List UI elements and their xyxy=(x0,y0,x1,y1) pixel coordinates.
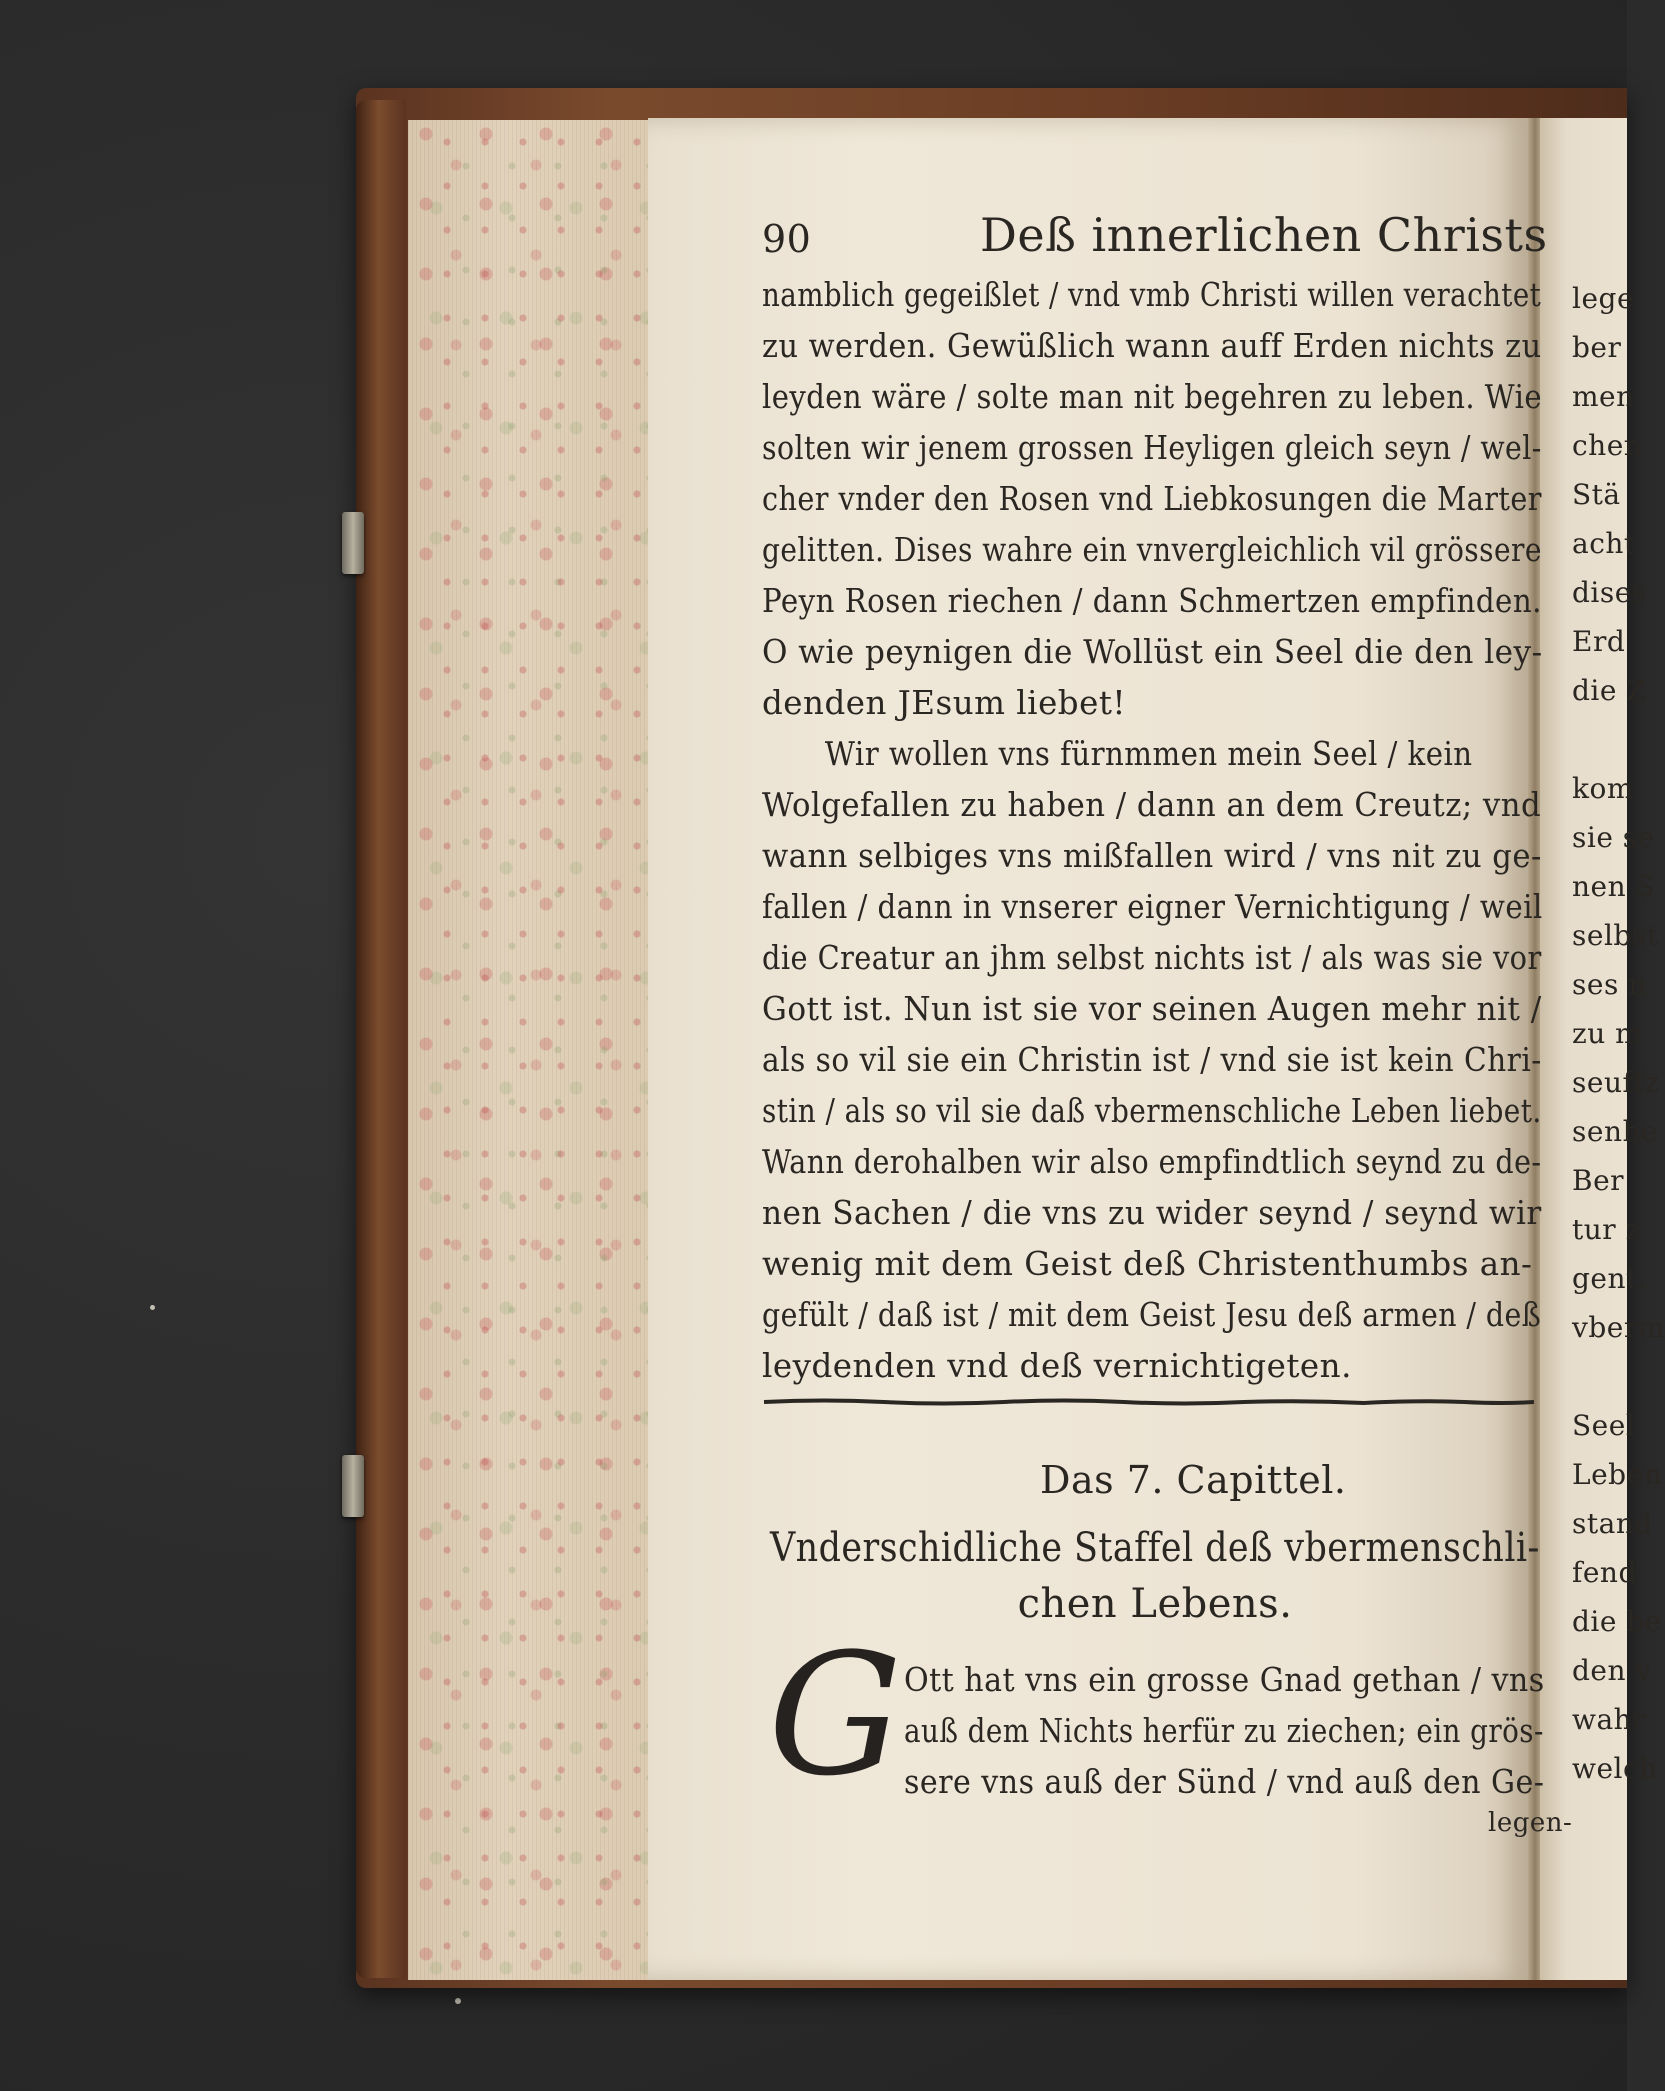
body_lines-line: Wolgefallen zu haben / dann an dem Creutz; vnd xyxy=(762,786,1542,824)
chapter-opening-text xyxy=(904,1654,1544,1807)
body_lines-line: wann selbiges vns mißfallen wird / vns nit zu ge- xyxy=(762,837,1542,875)
book-spine-edge xyxy=(356,100,406,1978)
facing_page_lines-line xyxy=(1572,715,1665,764)
facing_page_lines-line: sie se xyxy=(1572,821,1655,854)
body_lines-line: namblich gegeißlet / vnd vmb Christi willen verachtet xyxy=(762,276,1542,314)
facing_page_lines-line: ber xyxy=(1572,331,1622,364)
body_lines-line: solten wir jenem grossen Heyligen gleich seyn / wel- xyxy=(762,429,1542,467)
body_lines-line: die Creatur an jhm selbst nichts ist / als was sie vor xyxy=(762,939,1542,977)
facing_page_lines-line: Seel xyxy=(1572,1409,1636,1442)
facing_page_lines-line: den v xyxy=(1572,1654,1652,1687)
body_lines-line: O wie peynigen die Wollüst ein Seel die den ley- xyxy=(762,633,1543,671)
facing_page_lines-line: tur z xyxy=(1572,1213,1641,1246)
facing_page_lines-line: Erd xyxy=(1572,625,1626,658)
facing_page_lines-line: senhe xyxy=(1572,1115,1659,1148)
chapter-title-line: Vnderschidliche Staffel deß vbermenschli- xyxy=(770,1525,1540,1571)
body_lines-line: Wir wollen vns fürnmmen mein Seel / kein xyxy=(824,735,1473,773)
facing_page_lines-line: wahr xyxy=(1572,1703,1647,1736)
facing_page_lines-line: dises xyxy=(1572,576,1647,609)
clasp-lower xyxy=(342,1455,364,1517)
body_lines-line: gelitten. Dises wahre ein vnvergleichlich vil grössere xyxy=(762,531,1542,569)
body_lines-line: gefült / daß ist / mit dem Geist Jesu deß armen / deß xyxy=(762,1296,1542,1334)
dust-speck xyxy=(455,1998,461,2004)
facing_page_lines-line: selbst xyxy=(1572,919,1659,952)
facing_page_lines-line: fend xyxy=(1572,1556,1637,1589)
body_lines-line: denden JEsum liebet! xyxy=(762,684,1126,722)
drop-cap: G xyxy=(768,1617,903,1813)
chapter-title xyxy=(770,1520,1540,1632)
catchword: legen- xyxy=(1488,1808,1573,1838)
body_lines-line: leyden wäre / solte man nit begehren zu leben. Wie xyxy=(762,378,1542,416)
running-title: Deß innerlichen Christs xyxy=(980,208,1548,262)
chapter-title-line: chen Lebens. xyxy=(1017,1581,1293,1627)
body_lines-line: cher vnder den Rosen vnd Liebkosungen die Marter xyxy=(762,480,1542,518)
facing_page_lines-line: Stä xyxy=(1572,478,1621,511)
facing_page_lines-line: chen xyxy=(1572,429,1643,462)
facing_page_lines-line: die be xyxy=(1572,1605,1662,1638)
body_lines-line: als so vil sie ein Christin ist / vnd sie ist kein Chri- xyxy=(762,1041,1542,1079)
dust-speck xyxy=(150,1305,155,1310)
body_lines-line: stin / als so vil sie daß vbermenschliche Leben liebet. xyxy=(762,1092,1542,1130)
facing_page_lines-line: Leben xyxy=(1572,1458,1663,1491)
facing_page_lines-line: men xyxy=(1572,380,1635,413)
facing_page_lines-line xyxy=(1572,1352,1665,1401)
facing_page_lines-line: nen S xyxy=(1572,870,1656,903)
chapter-number: Das 7. Capittel. xyxy=(1040,1458,1347,1502)
section-divider xyxy=(764,1398,1534,1406)
body_lines-line: nen Sachen / die vns zu wider seynd / seynd wir xyxy=(762,1194,1542,1232)
body_lines-line: Wann derohalben wir also empfindtlich seynd zu de- xyxy=(762,1143,1542,1181)
page-block-fore-edge xyxy=(408,120,648,1980)
facing_page_lines-line: Ber xyxy=(1572,1164,1625,1197)
body_lines-line: Peyn Rosen riechen / dann Schmertzen empfinden. xyxy=(762,582,1542,620)
facing_page_lines-line: vberm xyxy=(1572,1311,1665,1344)
body-text xyxy=(762,270,1542,1392)
facing_page_lines-line: welch xyxy=(1572,1752,1658,1785)
facing_page_lines-line: stand xyxy=(1572,1507,1653,1540)
facing-page-text xyxy=(1572,274,1665,1793)
facing_page_lines-line: seuffz xyxy=(1572,1066,1660,1099)
facing_page_lines-line: zu m xyxy=(1572,1017,1643,1050)
chapter.opening_lines-line: sere vns auß der Sünd / vnd auß den Ge- xyxy=(904,1762,1545,1801)
facing_page_lines-line: gent. xyxy=(1572,1262,1648,1295)
facing_page_lines-line: die Z xyxy=(1572,674,1647,707)
chapter.opening_lines-line: Ott hat vns ein grosse Gnad gethan / vns xyxy=(904,1660,1545,1699)
chapter.opening_lines-line: auß dem Nichts herfür zu ziechen; ein grös- xyxy=(904,1711,1544,1750)
facing_page_lines-line: ses n xyxy=(1572,968,1647,1001)
facing_page_lines-line: kom xyxy=(1572,772,1634,805)
clasp-upper xyxy=(342,512,364,574)
body_lines-line: zu werden. Gewüßlich wann auff Erden nichts zu xyxy=(762,327,1542,365)
body_lines-line: Gott ist. Nun ist sie vor seinen Augen mehr nit / xyxy=(762,990,1542,1028)
page-number: 90 xyxy=(762,217,812,261)
facing_page_lines-line: acht xyxy=(1572,527,1636,560)
body_lines-line: leydenden vnd deß vernichtigeten. xyxy=(762,1347,1352,1385)
body_lines-line: wenig mit dem Geist deß Christenthumbs an- xyxy=(762,1245,1533,1283)
body_lines-line: fallen / dann in vnserer eigner Vernichtigung / weil xyxy=(762,888,1543,926)
facing_page_lines-line: lege xyxy=(1572,282,1635,315)
